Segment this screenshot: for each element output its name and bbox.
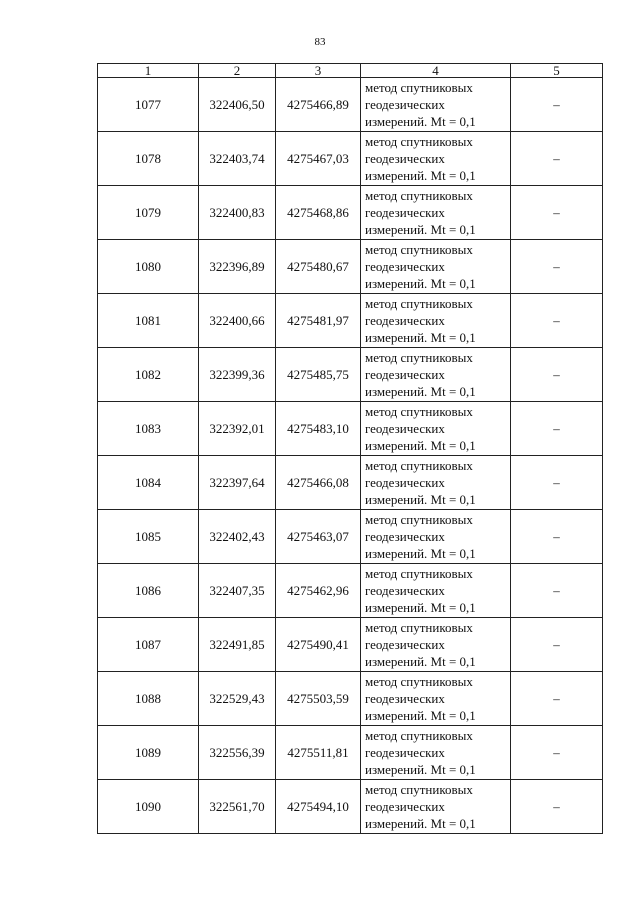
note-cell: –	[511, 672, 603, 726]
method-text-line: метод спутниковых	[365, 566, 473, 581]
table-row	[98, 780, 603, 834]
method-cell	[361, 726, 511, 780]
y-coordinate-cell: 4275503,59	[276, 672, 361, 726]
method-text-line: геодезических	[365, 637, 445, 652]
method-text-line: измерений. Mt = 0,1	[365, 762, 476, 777]
y-coordinate-cell: 4275468,86	[276, 186, 361, 240]
method-cell	[361, 186, 511, 240]
method-text-line: геодезических	[365, 745, 445, 760]
method-cell	[361, 294, 511, 348]
table-row	[98, 348, 603, 402]
x-coordinate-cell: 322403,74	[199, 132, 276, 186]
table-row	[98, 78, 603, 132]
note-cell: –	[511, 780, 603, 834]
page-number: 83	[314, 36, 326, 48]
x-coordinate-cell: 322400,66	[199, 294, 276, 348]
method-cell	[361, 348, 511, 402]
column-header-2: 2	[199, 64, 276, 78]
point-number-cell: 1087	[98, 618, 199, 672]
method-text-line: метод спутниковых	[365, 728, 473, 743]
method-text-line: геодезических	[365, 529, 445, 544]
x-coordinate-cell: 322407,35	[199, 564, 276, 618]
method-text-line: измерений. Mt = 0,1	[365, 492, 476, 507]
note-cell: –	[511, 618, 603, 672]
method-text-line: измерений. Mt = 0,1	[365, 222, 476, 237]
point-number-cell: 1080	[98, 240, 199, 294]
point-number-cell: 1085	[98, 510, 199, 564]
method-text-line: измерений. Mt = 0,1	[365, 600, 476, 615]
method-text-line: метод спутниковых	[365, 350, 473, 365]
x-coordinate-cell: 322399,36	[199, 348, 276, 402]
method-text-line: измерений. Mt = 0,1	[365, 114, 476, 129]
note-cell: –	[511, 240, 603, 294]
method-text-line: метод спутниковых	[365, 134, 473, 149]
y-coordinate-cell: 4275480,67	[276, 240, 361, 294]
method-cell	[361, 564, 511, 618]
method-text-line: метод спутниковых	[365, 782, 473, 797]
method-text-line: метод спутниковых	[365, 296, 473, 311]
note-cell: –	[511, 348, 603, 402]
x-coordinate-cell: 322529,43	[199, 672, 276, 726]
note-cell: –	[511, 186, 603, 240]
point-number-cell: 1088	[98, 672, 199, 726]
method-cell	[361, 132, 511, 186]
table-header-row	[98, 64, 603, 78]
note-cell: –	[511, 294, 603, 348]
method-cell	[361, 618, 511, 672]
table-row	[98, 726, 603, 780]
table-row	[98, 564, 603, 618]
y-coordinate-cell: 4275483,10	[276, 402, 361, 456]
x-coordinate-cell: 322402,43	[199, 510, 276, 564]
y-coordinate-cell: 4275490,41	[276, 618, 361, 672]
method-text-line: геодезических	[365, 151, 445, 166]
method-text-line: геодезических	[365, 367, 445, 382]
table-row	[98, 186, 603, 240]
x-coordinate-cell: 322556,39	[199, 726, 276, 780]
point-number-cell: 1083	[98, 402, 199, 456]
note-cell: –	[511, 564, 603, 618]
point-number-cell: 1078	[98, 132, 199, 186]
point-number-cell: 1084	[98, 456, 199, 510]
table-row	[98, 510, 603, 564]
y-coordinate-cell: 4275466,89	[276, 78, 361, 132]
column-header-4: 4	[361, 64, 511, 78]
y-coordinate-cell: 4275485,75	[276, 348, 361, 402]
method-cell	[361, 402, 511, 456]
table-row	[98, 240, 603, 294]
note-cell: –	[511, 726, 603, 780]
method-text-line: измерений. Mt = 0,1	[365, 816, 476, 831]
point-number-cell: 1090	[98, 780, 199, 834]
method-text-line: измерений. Mt = 0,1	[365, 438, 476, 453]
method-cell	[361, 780, 511, 834]
table-row	[98, 402, 603, 456]
note-cell: –	[511, 402, 603, 456]
coordinates-table	[97, 63, 603, 834]
note-cell: –	[511, 456, 603, 510]
x-coordinate-cell: 322400,83	[199, 186, 276, 240]
method-text-line: метод спутниковых	[365, 188, 473, 203]
table-row	[98, 456, 603, 510]
method-text-line: метод спутниковых	[365, 512, 473, 527]
y-coordinate-cell: 4275511,81	[276, 726, 361, 780]
method-text-line: метод спутниковых	[365, 80, 473, 95]
y-coordinate-cell: 4275494,10	[276, 780, 361, 834]
note-cell: –	[511, 132, 603, 186]
y-coordinate-cell: 4275462,96	[276, 564, 361, 618]
point-number-cell: 1082	[98, 348, 199, 402]
table-row	[98, 672, 603, 726]
x-coordinate-cell: 322561,70	[199, 780, 276, 834]
point-number-cell: 1081	[98, 294, 199, 348]
point-number-cell: 1079	[98, 186, 199, 240]
method-text-line: геодезических	[365, 583, 445, 598]
method-text-line: метод спутниковых	[365, 242, 473, 257]
table-row	[98, 618, 603, 672]
method-text-line: метод спутниковых	[365, 674, 473, 689]
y-coordinate-cell: 4275481,97	[276, 294, 361, 348]
method-text-line: геодезических	[365, 259, 445, 274]
table-row	[98, 132, 603, 186]
method-text-line: метод спутниковых	[365, 620, 473, 635]
x-coordinate-cell: 322406,50	[199, 78, 276, 132]
method-text-line: метод спутниковых	[365, 404, 473, 419]
method-text-line: измерений. Mt = 0,1	[365, 708, 476, 723]
y-coordinate-cell: 4275467,03	[276, 132, 361, 186]
method-text-line: измерений. Mt = 0,1	[365, 276, 476, 291]
method-text-line: метод спутниковых	[365, 458, 473, 473]
point-number-cell: 1077	[98, 78, 199, 132]
x-coordinate-cell: 322392,01	[199, 402, 276, 456]
method-text-line: геодезических	[365, 205, 445, 220]
method-text-line: геодезических	[365, 799, 445, 814]
method-text-line: геодезических	[365, 691, 445, 706]
point-number-cell: 1086	[98, 564, 199, 618]
method-text-line: геодезических	[365, 421, 445, 436]
method-cell	[361, 672, 511, 726]
point-number-cell: 1089	[98, 726, 199, 780]
method-cell	[361, 78, 511, 132]
x-coordinate-cell: 322491,85	[199, 618, 276, 672]
method-text-line: измерений. Mt = 0,1	[365, 330, 476, 345]
y-coordinate-cell: 4275466,08	[276, 456, 361, 510]
method-cell	[361, 456, 511, 510]
x-coordinate-cell: 322396,89	[199, 240, 276, 294]
method-text-line: измерений. Mt = 0,1	[365, 168, 476, 183]
x-coordinate-cell: 322397,64	[199, 456, 276, 510]
method-text-line: измерений. Mt = 0,1	[365, 546, 476, 561]
column-header-5: 5	[511, 64, 603, 78]
method-text-line: измерений. Mt = 0,1	[365, 654, 476, 669]
note-cell: –	[511, 510, 603, 564]
method-text-line: геодезических	[365, 475, 445, 490]
method-cell	[361, 510, 511, 564]
note-cell: –	[511, 78, 603, 132]
column-header-1: 1	[98, 64, 199, 78]
method-cell	[361, 240, 511, 294]
column-header-3: 3	[276, 64, 361, 78]
table-body	[98, 78, 603, 834]
y-coordinate-cell: 4275463,07	[276, 510, 361, 564]
table-row	[98, 294, 603, 348]
method-text-line: измерений. Mt = 0,1	[365, 384, 476, 399]
method-text-line: геодезических	[365, 313, 445, 328]
method-text-line: геодезических	[365, 97, 445, 112]
